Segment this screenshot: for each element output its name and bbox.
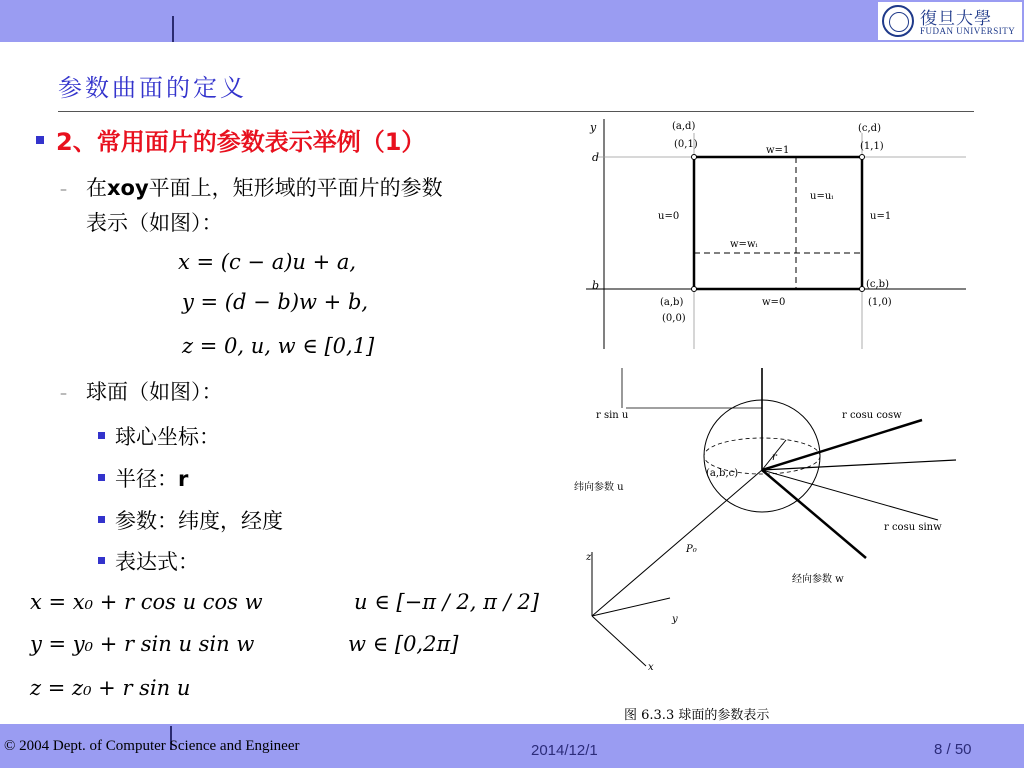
label-axis-z: z	[586, 552, 592, 563]
label-axis-x: x	[648, 662, 654, 673]
label-p0: P₀	[686, 544, 697, 555]
label-ab: (a,b)	[660, 297, 684, 308]
label-w-wi: w=wᵢ	[730, 239, 758, 250]
label-d: d	[592, 151, 600, 164]
sphere-item-expression: 表达式：	[98, 546, 199, 576]
label-ab00: (0,0)	[662, 313, 686, 324]
logo-chinese-name: 復旦大學	[920, 9, 992, 29]
bullet-square-icon	[98, 557, 105, 564]
sphere-figure	[566, 360, 986, 678]
footer-date: 2014/12/1	[531, 742, 598, 759]
university-seal-icon	[882, 5, 914, 37]
fudan-logo	[878, 2, 1022, 40]
label-cd11: (1,1)	[860, 141, 884, 152]
sphere-item-center: 球心坐标：	[98, 421, 220, 451]
sphere-label: 球面（如图）：	[86, 380, 223, 404]
label-latitude: 纬向参数 u	[574, 482, 624, 493]
rect-description-line1: 在xoy平面上，矩形域的平面片的参数	[86, 176, 443, 200]
rect-equation-z: z = 0, u, w ∈ [0,1]	[182, 334, 375, 358]
sphere-range-u: u ∈ [−π / 2, π / 2]	[354, 590, 539, 614]
rect-equation-x: x = (c − a)u + a,	[178, 250, 357, 274]
sphere-item-params: 参数：纬度，经度	[98, 505, 283, 535]
rectangle-patch-figure	[586, 113, 976, 357]
top-banner	[0, 0, 1024, 42]
dash-bullet-icon: –	[60, 386, 67, 402]
label-center: (a,b,c)	[706, 468, 739, 479]
rect-description-line2: 表示（如图）：	[86, 211, 223, 235]
label-u0: u=0	[658, 211, 680, 222]
top-banner-divider	[172, 16, 174, 42]
sphere-equation-y: y = y₀ + r sin u sin w	[30, 632, 255, 656]
label-ad01: (0,1)	[674, 139, 698, 150]
rect-equation-y: y = (d − b)w + b,	[182, 290, 369, 314]
label-longitude: 经向参数 w	[792, 574, 844, 585]
bullet-square-icon	[36, 136, 44, 144]
label-axis-y: y	[672, 614, 678, 625]
label-cb10: (1,0)	[868, 297, 892, 308]
label-axis-y: y	[590, 121, 597, 134]
label-cb: (c,b)	[866, 279, 889, 290]
label-r-cosu-sinw: r cosu sinw	[884, 522, 942, 533]
label-r: r	[772, 452, 777, 463]
label-u-ui: u=uᵢ	[810, 191, 834, 202]
slide-title: 参数曲面的定义	[58, 74, 247, 102]
sphere-equation-z: z = z₀ + r sin u	[30, 676, 191, 700]
label-b: b	[592, 279, 600, 292]
footer-page-number: 8 / 50	[934, 741, 972, 758]
label-ad: (a,d)	[672, 121, 696, 132]
figure-caption: 图 6.3.3 球面的参数表示	[624, 708, 770, 723]
label-r-cosu-cosw: r cosu cosw	[842, 410, 902, 421]
label-w1: w=1	[766, 145, 790, 156]
logo-english-name: FUDAN UNIVERSITY	[920, 26, 1016, 36]
label-r-sin-u: r sin u	[596, 410, 629, 421]
footer-copyright: © 2004 Dept. of Computer Science and Engineer	[4, 738, 300, 754]
label-cd: (c,d)	[858, 123, 881, 134]
sphere-equation-x: x = x₀ + r cos u cos w	[30, 590, 263, 614]
dash-bullet-icon: –	[60, 182, 67, 198]
title-divider	[58, 111, 974, 112]
sphere-range-w: w ∈ [0,2π]	[348, 632, 459, 656]
label-u1: u=1	[870, 211, 892, 222]
sphere-item-radius: 半径：r	[98, 463, 188, 493]
bullet-square-icon	[98, 474, 105, 481]
label-w0: w=0	[762, 297, 786, 308]
bullet-square-icon	[98, 516, 105, 523]
bullet-square-icon	[98, 432, 105, 439]
section-heading: 2、常用面片的参数表示举例（1）	[36, 122, 425, 157]
